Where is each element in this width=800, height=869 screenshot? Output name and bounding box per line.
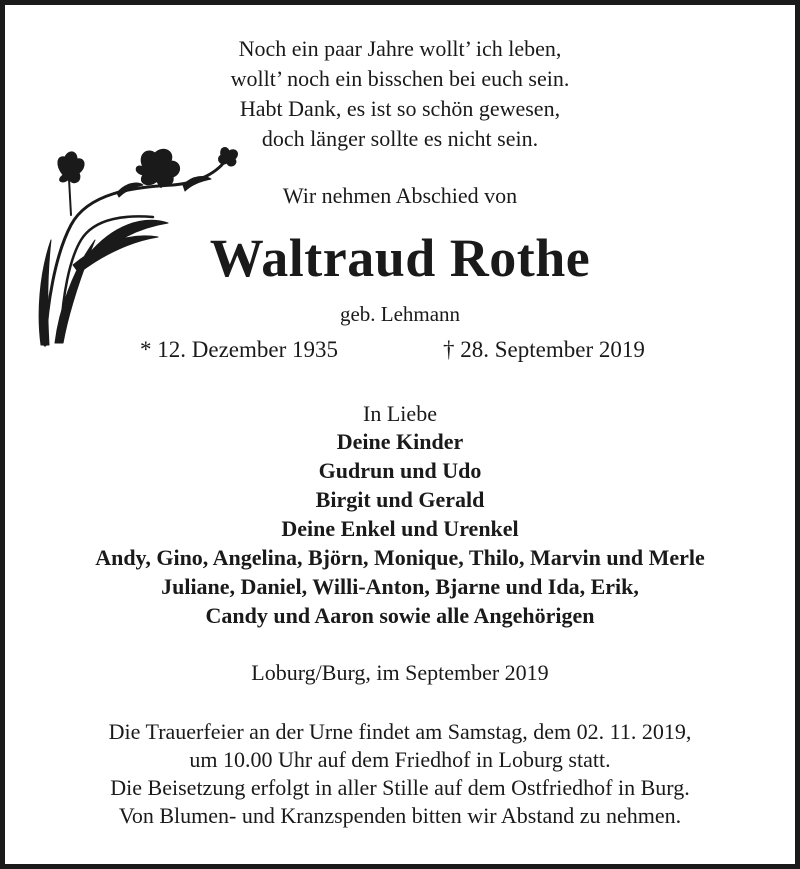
service-info-line: Die Beisetzung erfolgt in aller Stille auf dem Ostfriedhof in Burg. — [110, 775, 690, 800]
family-line: Juliane, Daniel, Willi-Anton, Bjarne und Ida, Erik, — [161, 574, 639, 599]
farewell-intro: Wir nehmen Abschied von — [282, 183, 518, 208]
family-line: Candy und Aaron sowie alle Angehörigen — [205, 603, 595, 628]
death-date: † 28. September 2019 — [443, 337, 645, 362]
poem-line: wollt’ noch ein bisschen bei euch sein. — [230, 66, 570, 91]
family-line: Deine Enkel und Urenkel — [281, 516, 519, 541]
poem-line: Habt Dank, es ist so schön gewesen, — [239, 96, 561, 121]
family-intro: In Liebe — [363, 401, 437, 426]
poem-line: Noch ein paar Jahre wollt’ ich leben, — [238, 36, 562, 61]
poem-line: doch länger sollte es nicht sein. — [261, 126, 539, 151]
service-info-line: um 10.00 Uhr auf dem Friedhof in Loburg statt. — [189, 747, 611, 772]
service-info-line: Die Trauerfeier an der Urne findet am Samstag, dem 02. 11. 2019, — [108, 719, 692, 744]
place-date: Loburg/Burg, im September 2019 — [251, 660, 549, 685]
family-line: Gudrun und Udo — [318, 458, 482, 483]
family-line: Deine Kinder — [336, 429, 464, 454]
family-line: Birgit und Gerald — [315, 487, 485, 512]
family-line: Andy, Gino, Angelina, Björn, Monique, Thilo, Marvin und Merle — [95, 545, 705, 570]
deceased-name: Waltraud Rothe — [209, 228, 591, 288]
birth-date: * 12. Dezember 1935 — [140, 337, 338, 362]
service-info-line: Von Blumen- und Kranzspenden bitten wir Abstand zu nehmen. — [118, 803, 682, 828]
maiden-name: geb. Lehmann — [339, 302, 461, 326]
